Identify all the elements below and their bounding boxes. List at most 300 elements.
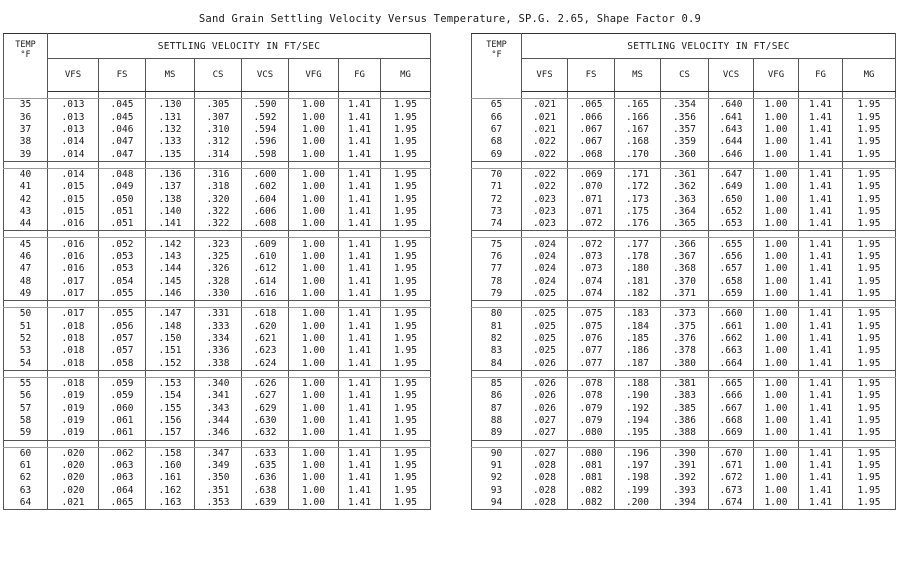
velocity-cell: 1.00	[754, 358, 799, 371]
velocity-cell: .371	[661, 288, 709, 301]
velocity-cell: 1.00	[289, 472, 339, 484]
velocity-cell: 1.41	[799, 403, 843, 415]
temp-header-unit: °F	[491, 50, 502, 60]
velocity-cell: 1.00	[754, 460, 799, 472]
temperature-cell: 61	[4, 460, 48, 472]
velocity-cell: .019	[48, 427, 99, 440]
velocity-cell: 1.41	[799, 345, 843, 357]
group-spacer	[472, 370, 896, 377]
velocity-cell: .014	[48, 136, 99, 148]
velocity-cell: .131	[146, 111, 195, 123]
temperature-cell: 39	[4, 148, 48, 161]
velocity-cell: 1.00	[289, 99, 339, 112]
velocity-cell: 1.41	[339, 288, 381, 301]
velocity-cell: .194	[615, 415, 661, 427]
velocity-cell: 1.41	[799, 415, 843, 427]
velocity-cell: .643	[709, 124, 754, 136]
velocity-cell: .647	[709, 168, 754, 181]
velocity-cell: 1.95	[381, 447, 431, 460]
velocity-cell: .659	[709, 288, 754, 301]
velocity-cell: .018	[48, 333, 99, 345]
table-row	[4, 333, 431, 345]
velocity-cell: 1.00	[754, 485, 799, 497]
velocity-cell: 1.95	[843, 390, 896, 402]
velocity-cell: 1.95	[381, 218, 431, 231]
velocity-cell: 1.95	[843, 193, 896, 205]
velocity-cell: .025	[522, 321, 568, 333]
spacer-cell	[472, 231, 522, 238]
table-row	[4, 321, 431, 333]
spacer-cell	[522, 161, 568, 168]
velocity-cell: .350	[195, 472, 242, 484]
velocity-cell: 1.41	[799, 460, 843, 472]
spacer-cell	[99, 161, 146, 168]
temperature-cell: 66	[472, 111, 522, 123]
velocity-cell: 1.00	[289, 136, 339, 148]
velocity-cell: .596	[242, 136, 289, 148]
velocity-cell: .323	[195, 238, 242, 251]
velocity-cell: 1.00	[754, 251, 799, 263]
velocity-cell: .021	[522, 124, 568, 136]
velocity-cell: .132	[146, 124, 195, 136]
velocity-cell: .061	[99, 415, 146, 427]
velocity-cell: 1.00	[289, 124, 339, 136]
velocity-cell: 1.95	[381, 148, 431, 161]
velocity-cell: .046	[99, 124, 146, 136]
velocity-cell: .184	[615, 321, 661, 333]
velocity-cell: .022	[522, 148, 568, 161]
temp-header-label: TEMP	[15, 40, 36, 50]
velocity-cell: 1.95	[381, 403, 431, 415]
table-title: Sand Grain Settling Velocity Versus Temperature, SP.G. 2.65, Shape Factor 0.9	[198, 13, 702, 25]
table-row	[472, 218, 896, 231]
temperature-cell: 89	[472, 427, 522, 440]
group-spacer	[4, 161, 431, 168]
table-row	[472, 181, 896, 193]
velocity-cell: 1.00	[754, 181, 799, 193]
velocity-cell: .197	[615, 460, 661, 472]
velocity-cell: .351	[195, 485, 242, 497]
velocity-cell: .065	[99, 497, 146, 510]
velocity-cell: .616	[242, 288, 289, 301]
velocity-cell: .668	[709, 415, 754, 427]
spacer-cell	[289, 370, 339, 377]
velocity-cell: .594	[242, 124, 289, 136]
spacer-cell	[754, 440, 799, 447]
velocity-cell: 1.95	[843, 124, 896, 136]
velocity-cell: 1.95	[843, 288, 896, 301]
velocity-cell: .020	[48, 485, 99, 497]
velocity-cell: .606	[242, 206, 289, 218]
spacer-cell	[843, 370, 896, 377]
spacer-cell	[843, 440, 896, 447]
velocity-cell: .598	[242, 148, 289, 161]
velocity-cell: .333	[195, 321, 242, 333]
temperature-cell: 77	[472, 263, 522, 275]
velocity-cell: .198	[615, 472, 661, 484]
velocity-cell: 1.95	[843, 168, 896, 181]
velocity-cell: 1.95	[843, 206, 896, 218]
velocity-cell: .314	[195, 148, 242, 161]
velocity-cell: .393	[661, 485, 709, 497]
velocity-cell: 1.95	[381, 333, 431, 345]
velocity-cell: 1.00	[289, 111, 339, 123]
velocity-cell: 1.95	[381, 472, 431, 484]
velocity-cell: 1.00	[754, 333, 799, 345]
velocity-cell: .063	[99, 460, 146, 472]
column-header-vcs: VCS	[709, 59, 754, 92]
velocity-cell: .365	[661, 218, 709, 231]
velocity-cell: .376	[661, 333, 709, 345]
velocity-cell: .024	[522, 238, 568, 251]
velocity-cell: .363	[661, 193, 709, 205]
velocity-cell: .375	[661, 321, 709, 333]
velocity-cell: .671	[709, 460, 754, 472]
velocity-cell: 1.41	[799, 99, 843, 112]
column-header-vcs: VCS	[242, 59, 289, 92]
table-row	[4, 358, 431, 371]
velocity-cell: 1.41	[339, 136, 381, 148]
temperature-cell: 46	[4, 251, 48, 263]
temperature-cell: 83	[472, 345, 522, 357]
temperature-cell: 62	[4, 472, 48, 484]
velocity-cell: .310	[195, 124, 242, 136]
spacer-cell	[99, 370, 146, 377]
velocity-cell: 1.00	[754, 111, 799, 123]
column-header-cs: CS	[195, 59, 242, 92]
velocity-cell: 1.00	[754, 345, 799, 357]
velocity-cell: 1.00	[289, 206, 339, 218]
velocity-cell: .027	[522, 415, 568, 427]
velocity-cell: 1.00	[754, 403, 799, 415]
velocity-cell: .195	[615, 427, 661, 440]
velocity-cell: .667	[709, 403, 754, 415]
velocity-cell: .016	[48, 218, 99, 231]
velocity-cell: 1.00	[754, 136, 799, 148]
velocity-cell: .016	[48, 251, 99, 263]
velocity-cell: .394	[661, 497, 709, 510]
velocity-cell: 1.41	[799, 333, 843, 345]
temp-header	[472, 34, 522, 92]
spacer-cell	[146, 370, 195, 377]
velocity-cell: .347	[195, 447, 242, 460]
velocity-cell: 1.95	[381, 193, 431, 205]
spacer-cell	[195, 92, 242, 99]
velocity-cell: .349	[195, 460, 242, 472]
velocity-cell: 1.00	[289, 345, 339, 357]
velocity-cell: 1.41	[799, 168, 843, 181]
velocity-cell: .080	[568, 447, 615, 460]
velocity-cell: 1.95	[843, 238, 896, 251]
velocity-cell: .080	[568, 427, 615, 440]
velocity-cell: .045	[99, 99, 146, 112]
column-header-mg: MG	[843, 59, 896, 92]
velocity-cell: 1.41	[799, 497, 843, 510]
spacer-cell	[754, 370, 799, 377]
velocity-cell: .022	[522, 168, 568, 181]
velocity-cell: .341	[195, 390, 242, 402]
velocity-cell: .305	[195, 99, 242, 112]
velocity-cell: .023	[522, 206, 568, 218]
table-row	[4, 390, 431, 402]
velocity-cell: 1.95	[381, 136, 431, 148]
temperature-cell: 85	[472, 377, 522, 390]
table-row	[472, 99, 896, 112]
spacer-cell	[522, 440, 568, 447]
temperature-cell: 73	[472, 206, 522, 218]
velocity-cell: .328	[195, 275, 242, 287]
velocity-cell: .318	[195, 181, 242, 193]
velocity-cell: .079	[568, 415, 615, 427]
velocity-cell: .361	[661, 168, 709, 181]
spacer-cell	[615, 92, 661, 99]
spacer-cell	[472, 301, 522, 308]
velocity-cell: 1.00	[289, 377, 339, 390]
velocity-cell: .657	[709, 263, 754, 275]
temperature-cell: 47	[4, 263, 48, 275]
velocity-cell: 1.41	[339, 193, 381, 205]
velocity-cell: 1.00	[289, 321, 339, 333]
velocity-cell: .022	[522, 181, 568, 193]
velocity-cell: 1.41	[339, 99, 381, 112]
temperature-cell: 91	[472, 460, 522, 472]
velocity-cell: 1.95	[843, 358, 896, 371]
spacer-cell	[661, 161, 709, 168]
temperature-cell: 75	[472, 238, 522, 251]
velocity-cell: .130	[146, 99, 195, 112]
velocity-cell: 1.00	[289, 485, 339, 497]
velocity-cell: 1.95	[843, 111, 896, 123]
velocity-cell: 1.41	[799, 218, 843, 231]
group-spacer	[4, 231, 431, 238]
velocity-cell: .065	[568, 99, 615, 112]
spacer-cell	[4, 440, 48, 447]
velocity-cell: 1.41	[799, 472, 843, 484]
velocity-cell: 1.41	[799, 148, 843, 161]
velocity-cell: .359	[661, 136, 709, 148]
velocity-cell: .378	[661, 345, 709, 357]
velocity-cell: .049	[99, 181, 146, 193]
velocity-cell: .325	[195, 251, 242, 263]
velocity-cell: .331	[195, 308, 242, 321]
velocity-cell: .026	[522, 403, 568, 415]
velocity-cell: .158	[146, 447, 195, 460]
velocity-cell: .058	[99, 358, 146, 371]
spacer-cell	[242, 440, 289, 447]
velocity-cell: .662	[709, 333, 754, 345]
velocity-cell: 1.41	[799, 263, 843, 275]
spacer-cell	[843, 301, 896, 308]
velocity-cell: .307	[195, 111, 242, 123]
spacer-cell	[146, 231, 195, 238]
spacer-cell	[615, 161, 661, 168]
spacer-cell	[381, 161, 431, 168]
velocity-cell: 1.95	[843, 99, 896, 112]
velocity-cell: 1.41	[799, 427, 843, 440]
velocity-cell: .054	[99, 275, 146, 287]
velocity-cell: .064	[99, 485, 146, 497]
group-spacer	[472, 231, 896, 238]
temp-header-label: TEMP	[486, 40, 507, 50]
velocity-cell: .146	[146, 288, 195, 301]
velocity-cell: 1.41	[339, 218, 381, 231]
velocity-cell: .602	[242, 181, 289, 193]
velocity-cell: .618	[242, 308, 289, 321]
velocity-cell: .018	[48, 345, 99, 357]
spacer-cell	[4, 231, 48, 238]
velocity-cell: 1.00	[754, 124, 799, 136]
spacer-cell	[4, 92, 48, 99]
velocity-cell: .391	[661, 460, 709, 472]
spacer-cell	[48, 301, 99, 308]
velocity-cell: 1.41	[799, 206, 843, 218]
velocity-cell: .075	[568, 308, 615, 321]
spacer-cell	[754, 92, 799, 99]
velocity-cell: .334	[195, 333, 242, 345]
velocity-cell: 1.95	[843, 321, 896, 333]
velocity-cell: 1.41	[339, 275, 381, 287]
velocity-cell: .082	[568, 497, 615, 510]
spacer-cell	[522, 370, 568, 377]
velocity-cell: 1.41	[339, 263, 381, 275]
velocity-cell: 1.95	[381, 497, 431, 510]
velocity-cell: .385	[661, 403, 709, 415]
velocity-cell: 1.95	[381, 308, 431, 321]
spacer-cell	[99, 231, 146, 238]
right-table-panel	[471, 33, 896, 510]
velocity-cell: .650	[709, 193, 754, 205]
velocity-cell: 1.00	[754, 497, 799, 510]
spacer-cell	[242, 370, 289, 377]
velocity-cell: 1.41	[339, 148, 381, 161]
spacer-cell	[799, 161, 843, 168]
left-table-panel	[3, 33, 431, 510]
velocity-cell: 1.95	[843, 377, 896, 390]
velocity-cell: 1.95	[381, 321, 431, 333]
group-spacer	[4, 440, 431, 447]
spacer-cell	[289, 231, 339, 238]
velocity-cell: .627	[242, 390, 289, 402]
velocity-cell: .028	[522, 460, 568, 472]
velocity-cell: .051	[99, 206, 146, 218]
velocity-cell: .024	[522, 263, 568, 275]
velocity-cell: .670	[709, 447, 754, 460]
table-row	[472, 263, 896, 275]
velocity-cell: .019	[48, 390, 99, 402]
spacer-cell	[661, 92, 709, 99]
velocity-cell: 1.00	[289, 181, 339, 193]
velocity-cell: .171	[615, 168, 661, 181]
table-row	[4, 206, 431, 218]
velocity-cell: 1.41	[339, 251, 381, 263]
velocity-cell: .614	[242, 275, 289, 287]
velocity-cell: .182	[615, 288, 661, 301]
velocity-cell: 1.00	[754, 238, 799, 251]
velocity-cell: .386	[661, 415, 709, 427]
table-row	[472, 238, 896, 251]
temperature-cell: 60	[4, 447, 48, 460]
velocity-cell: .047	[99, 136, 146, 148]
spacer-cell	[709, 231, 754, 238]
velocity-cell: 1.95	[843, 275, 896, 287]
temperature-cell: 44	[4, 218, 48, 231]
velocity-cell: .178	[615, 251, 661, 263]
velocity-cell: 1.41	[339, 111, 381, 123]
velocity-cell: .661	[709, 321, 754, 333]
velocity-cell: .140	[146, 206, 195, 218]
spacer-cell	[195, 301, 242, 308]
velocity-cell: .368	[661, 263, 709, 275]
velocity-cell: .196	[615, 447, 661, 460]
group-spacer	[472, 301, 896, 308]
velocity-cell: .076	[568, 333, 615, 345]
spacer-cell	[195, 161, 242, 168]
velocity-cell: .025	[522, 345, 568, 357]
velocity-cell: 1.00	[289, 460, 339, 472]
table-row	[472, 136, 896, 148]
velocity-cell: .055	[99, 308, 146, 321]
velocity-cell: .199	[615, 485, 661, 497]
velocity-cell: .027	[522, 447, 568, 460]
velocity-cell: .644	[709, 136, 754, 148]
column-header-fs: FS	[568, 59, 615, 92]
velocity-cell: 1.41	[799, 288, 843, 301]
spacer-cell	[242, 92, 289, 99]
velocity-cell: .071	[568, 193, 615, 205]
velocity-cell: .624	[242, 358, 289, 371]
velocity-cell: 1.00	[289, 390, 339, 402]
group-spacer	[472, 161, 896, 168]
velocity-cell: .630	[242, 415, 289, 427]
table-row	[4, 99, 431, 112]
velocity-cell: .610	[242, 251, 289, 263]
velocity-cell: 1.95	[381, 168, 431, 181]
velocity-cell: .354	[661, 99, 709, 112]
velocity-cell: .604	[242, 193, 289, 205]
group-spacer	[472, 92, 896, 99]
velocity-cell: 1.00	[754, 275, 799, 287]
column-header-vfs: VFS	[48, 59, 99, 92]
velocity-cell: .138	[146, 193, 195, 205]
velocity-cell: .017	[48, 308, 99, 321]
velocity-cell: .312	[195, 136, 242, 148]
velocity-cell: .019	[48, 415, 99, 427]
temperature-cell: 42	[4, 193, 48, 205]
velocity-cell: .068	[568, 148, 615, 161]
table-row	[472, 427, 896, 440]
velocity-cell: 1.00	[289, 427, 339, 440]
table-row	[4, 218, 431, 231]
spacer-cell	[843, 231, 896, 238]
column-header-ms: MS	[615, 59, 661, 92]
velocity-cell: .013	[48, 99, 99, 112]
velocity-cell: .373	[661, 308, 709, 321]
velocity-cell: 1.95	[843, 403, 896, 415]
table-row	[4, 308, 431, 321]
spacer-cell	[661, 301, 709, 308]
velocity-cell: .344	[195, 415, 242, 427]
velocity-cell: .151	[146, 345, 195, 357]
velocity-cell: 1.00	[754, 263, 799, 275]
velocity-cell: 1.00	[289, 288, 339, 301]
table-row	[472, 206, 896, 218]
temperature-cell: 76	[472, 251, 522, 263]
velocity-cell: .172	[615, 181, 661, 193]
velocity-cell: .166	[615, 111, 661, 123]
table-row	[472, 308, 896, 321]
velocity-cell: 1.95	[381, 263, 431, 275]
velocity-cell: .150	[146, 333, 195, 345]
